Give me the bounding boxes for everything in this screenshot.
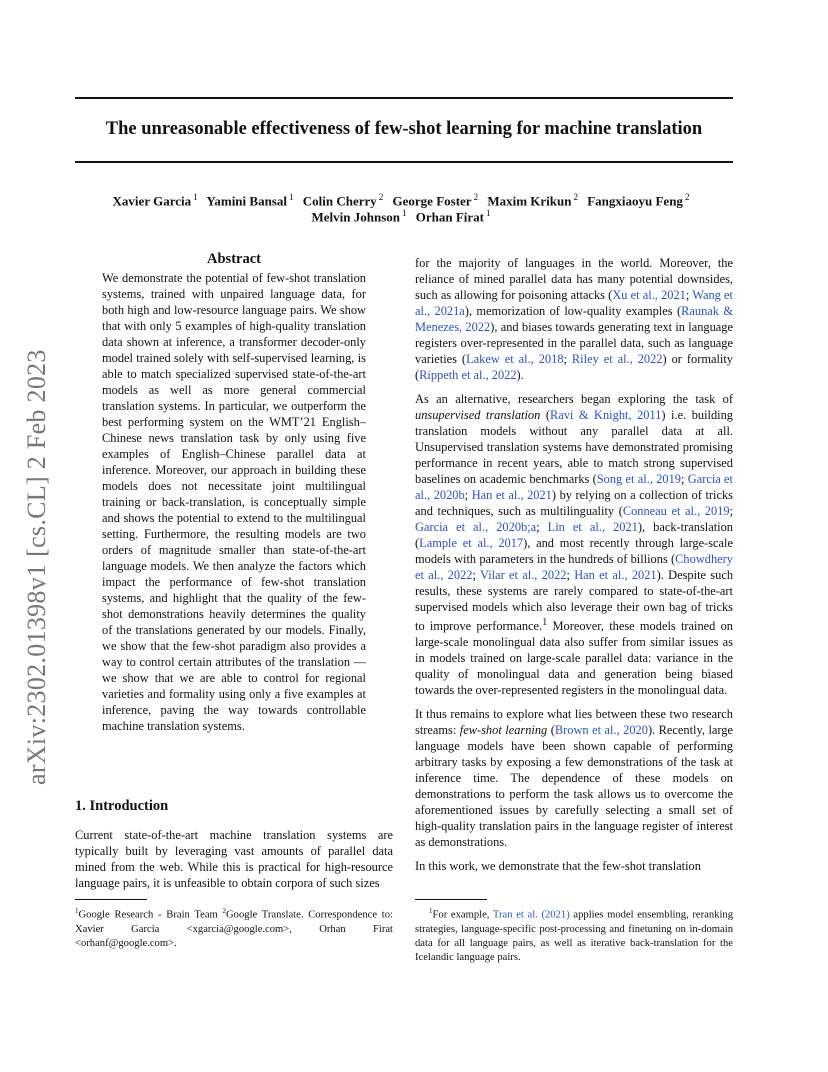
citation-link[interactable]: Lakew et al., 2018 <box>466 352 564 366</box>
citation-link[interactable]: Brown et al., 2020 <box>554 723 648 738</box>
citation-link[interactable]: Lample et al., 2017 <box>419 536 524 550</box>
intro-paragraph: As an alternative, researchers began exploring the task of unsupervised translation (Ravi & Knight, 2011) i.e. building translation models without any parallel data at all. Unsupervised translation systems have demonstrated promising performance in recent years, able to match strong supervised baselines on academic benchmarks (Song et al., 2019; Garcia et al., 2020b; Han et al., 2021) by relying on a collection of tricks and techniques, such as multilinguality (Conneau et al., 2019; Garcia et al., 2020b;a; Lin et al., 2021), back-translation (Lample et al., 2017), and most recently through large-scale models with parameters in the hundreds of billions (Chowdhery et al., 2022; Vilar et al., 2022; Han et al., 2021). Despite such results, these systems are rarely compared to state-of-the-art supervised models which also leverage their own bag of tricks to improve performance.$^1$ Moreover, these models trained on large-scale monolingual data also suffer from similar issues as in models trained on large-scale parallel data: variance in the quality of monolingual data and generation being biased towards the over-represented registers in the monolingual data. <box>415 392 734 698</box>
citation-link[interactable]: Chowdhery et al., 2022 <box>415 552 733 582</box>
author-line-1 <box>75 192 733 209</box>
footnote-left: $^1$Google Research - Brain Team $^2$Google Translate. Correspondence to: Xavier Garcia <xgarcia@google.com>, Orhan Firat <orhanf@google.com>. <box>75 907 393 949</box>
footnote-marker: 1 <box>542 617 548 628</box>
author-name: Xavier Garcia <box>112 193 192 209</box>
intro-paragraph: It thus remains to explore what lies between these two research streams: few-shot learning (Brown et al., 2020). Recently, large language models have been shown capable of performing arbitrary tasks by exposing a few demonstrations of the task at inference time. The dependence of these models on demonstrations to perform the task allows us to overcome the aforementioned issues by carefully selecting a small set of high-quality translation pairs in the language register of interest as demonstrations. <box>415 707 734 850</box>
affiliation-mark: 2 <box>573 192 578 202</box>
citation-link[interactable]: Song et al., 2019 <box>596 472 681 486</box>
affiliation-mark: 1 <box>402 208 407 218</box>
affiliation-mark: 2 <box>684 192 690 202</box>
footnote-rule-right <box>415 899 487 900</box>
intro-paragraph: for the majority of languages in the world. Moreover, the reliance of mined parallel data has many potential downsides, such as allowing for poisoning attacks (Xu et al., 2021; Wang et al., 2021a), memorization of low-quality examples (Raunak & Menezes, 2022), and biases towards generating text in language registers over-represented in the parallel data, such as language varieties (Lakew et al., 2018; Riley et al., 2022) or formality (Rippeth et al., 2022). <box>415 256 733 382</box>
footnote-right: $^1$For example, Tran et al. (2021) applies model ensembling, reranking strategies, language-specific post-processing and finetuning on in-domain data for all language pairs, as well as iterative back-translation for the Icelandic language pairs. <box>415 907 733 963</box>
citation-link[interactable]: Riley et al., 2022 <box>571 352 663 366</box>
affiliation-mark: 1 <box>288 192 294 202</box>
affiliation-mark: 1 <box>193 192 198 202</box>
footnote-marker: 1 <box>429 907 433 915</box>
author-name: George Foster <box>392 193 472 209</box>
citation-link[interactable]: Vilar et al., 2022 <box>480 568 567 582</box>
footnote-marker: 1 <box>75 907 79 915</box>
intro-paragraph: In this work, we demonstrate that the few-shot translation <box>415 859 701 874</box>
italic-term: unsupervised translation <box>415 408 541 422</box>
citation-link[interactable]: Conneau et al., 2019 <box>622 504 730 518</box>
citation-link[interactable]: Ravi & Knight, 2011 <box>549 408 662 422</box>
citation-link[interactable]: Tran et al. (2021) <box>492 909 570 921</box>
author-name: Orhan Firat <box>415 209 484 225</box>
arxiv-identifier-stamp: arXiv:2302.01398v1 [cs.CL] 2 Feb 2023 <box>22 349 51 785</box>
author-name: Melvin Johnson <box>311 209 400 225</box>
abstract-body: We demonstrate the potential of few-shot translation systems, trained with unpaired language data, for both high and low-resource language pairs. We show that with only 5 examples of high-quality translation data shown at inference, a transformer decoder-only model trained solely with self-supervised learning, is able to match specialized supervised state-of-the-art models as well as more general commercial translation systems. In particular, we outperform the best performing system on the WMT’21 English–Chinese news translation task by only using five examples of English–Chinese parallel data at inference. Moreover, our approach in building these models does not necessitate joint multilingual training or back-translation, is conceptually simple and shows the potential to extend to the multilingual setting. Furthermore, the resulting models are two orders of magnitude smaller than state-of-the-art language models. We then analyze the factors which impact the performance of few-shot translation systems, and highlight that the quality of the few-shot demonstrations heavily determines the quality of the translations generated by our models. Finally, we show that the few-shot paradigm also provides a way to control certain attributes of the translation — we show that we are able to control for regional varieties and formality using only a five examples at inference, paving the way towards controllable machine translation systems. <box>102 271 366 733</box>
footnote-rule-left <box>75 899 147 900</box>
citation-link[interactable]: Garcia et al., 2020b;a <box>415 520 537 534</box>
abstract-heading: Abstract <box>207 251 261 267</box>
top-rule <box>75 97 733 99</box>
intro-right-column <box>415 255 733 874</box>
italic-term: few-shot learning <box>459 723 548 738</box>
affiliation-mark: 1 <box>486 208 491 218</box>
intro-left-paragraph: Current state-of-the-art machine translation systems are typically built by leveraging vast amounts of parallel data mined from the web. While this is practical for high-resource language pairs, it is unfeasible to obtain corpora of such sizes <box>75 828 393 890</box>
author-name: Yamini Bansal <box>206 193 287 209</box>
citation-link[interactable]: Lin et al., 2021 <box>547 520 638 534</box>
citation-link[interactable]: Xu et al., 2021 <box>612 288 686 302</box>
citation-link[interactable]: Han et al., 2021 <box>471 488 552 502</box>
title-bottom-rule <box>75 161 733 163</box>
citation-link[interactable]: Rippeth et al., 2022 <box>419 368 517 382</box>
author-line-2 <box>75 208 733 225</box>
paper-title: The unreasonable effectiveness of few-shot learning for machine translation <box>105 119 703 139</box>
affiliation-mark: 2 <box>473 192 479 202</box>
citation-link[interactable]: Han et al., 2021 <box>574 568 657 582</box>
section-heading-introduction: 1. Introduction <box>75 798 169 814</box>
citation-link[interactable]: Wang et al., 2021a <box>415 288 733 318</box>
author-name: Colin Cherry <box>302 193 377 209</box>
citation-link[interactable]: Raunak & Menezes, 2022 <box>415 304 733 334</box>
author-name: Maxim Krikun <box>487 193 572 209</box>
citation-link[interactable]: Garcia et al., 2020b <box>415 472 734 502</box>
affiliation-mark: 2 <box>378 192 384 202</box>
footnote-marker: 2 <box>222 907 227 915</box>
author-name: Fangxiaoyu Feng <box>587 193 683 209</box>
